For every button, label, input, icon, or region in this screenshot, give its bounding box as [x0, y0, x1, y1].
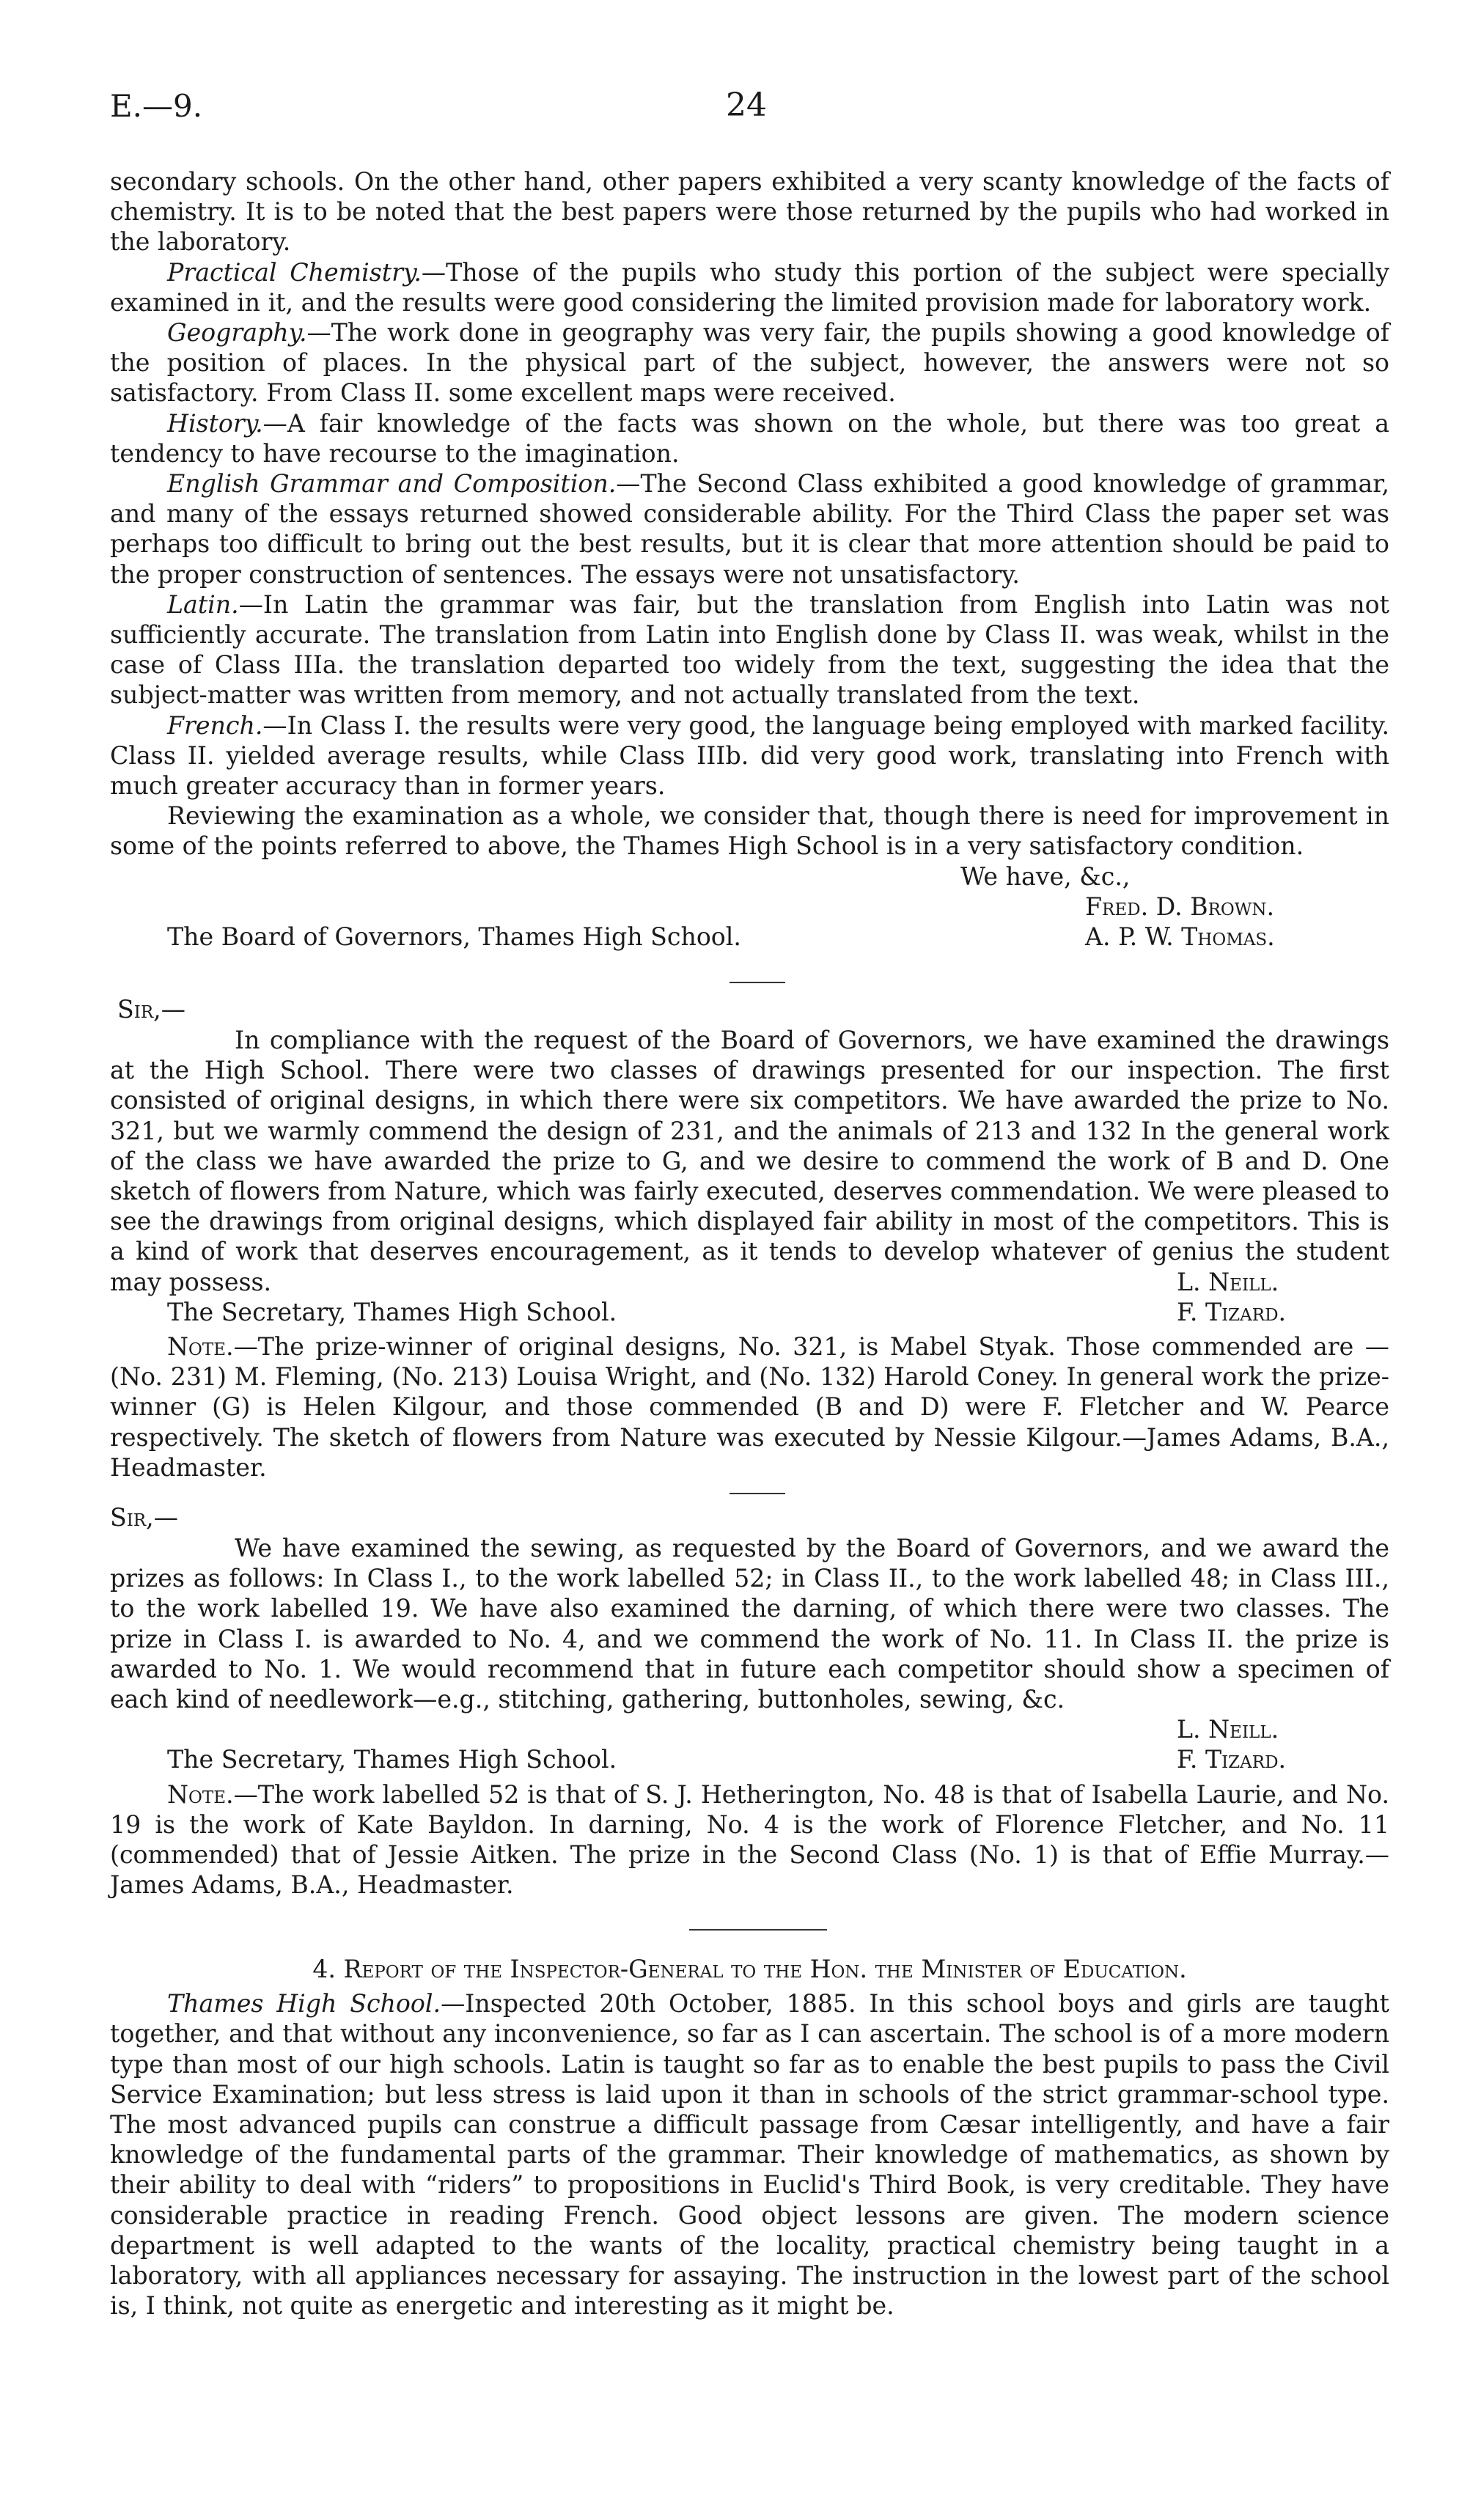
recipient-row [110, 922, 1389, 952]
note-label: Note. [167, 1779, 234, 1809]
page-number: 24 [726, 87, 767, 124]
separator-rule [730, 1493, 785, 1494]
signature: A. P. W. Thomas. [1085, 922, 1275, 952]
report-paragraph [110, 1988, 1389, 2321]
section-text: —In Class I. the results were very good, the language being employed with marked facility. Class II. yielded average results, while Class IIIb. did very good work, translating into French with much greater accuracy than in former years. [110, 710, 1389, 801]
signature: F. Tizard. [1177, 1297, 1287, 1326]
separator-rule [730, 982, 785, 983]
report-heading: 4. Report of the Inspector-General to the Hon. the Minister of Education. [312, 1955, 1187, 1983]
inspector-report [110, 1954, 1389, 2321]
report-lead-title: Thames High School. [167, 1989, 441, 2018]
reviewing-paragraph: Reviewing the examination as a whole, we consider that, though there is need for improvement in some of the points referred to above, the Thames High School is in a very satisfactory condition. [110, 801, 1389, 861]
report-text: —Inspected 20th October, 1885. In this school boys and girls are taught together, and that without any inconvenience, so far as I can ascertain. The school is of a more modern type than most of our high schools. Latin is taught so far as to enable the best pupils to pass the Civil Service Examination; but less stress is laid upon it than in schools of the strict grammar-school type. The most advanced pupils can construe a difficult passage from Cæsar intelligently, and have a fair knowledge of the fundamental parts of the grammar. Their knowledge of mathematics, as shown by their ability to deal with “riders” to propositions in Euclid's Third Book, is very creditable. They have considerable practice in reading French. Good object lessons are given. The modern science department is well adapted to the wants of the locality, practical chemistry being taught in a laboratory, with all appliances necessary for assaying. The instruction in the lowest part of the school is, I think, not quite as energetic and interesting as it might be. [110, 1989, 1389, 2321]
practical-chemistry-paragraph [110, 257, 1389, 317]
signature-row [110, 1714, 1389, 1744]
signature-row [110, 892, 1389, 922]
document-reference: E.—9. [110, 88, 203, 124]
section-title: History. [167, 408, 263, 438]
salutation: Sir,— [117, 995, 185, 1024]
section-title: Geography. [167, 318, 307, 348]
signature-row [110, 1267, 1389, 1297]
recipient-row [110, 1744, 1389, 1774]
note-paragraph [110, 1779, 1389, 1900]
section-text: —In Latin the grammar was fair, but the translation from English into Latin was not sufficiently accurate. The translation from Latin into English done by Class II. was weak, whilst in the case of Class IIIa. the translation departed too widely from the text, suggesting the idea that the subject-matter was written from memory, and not actually translated from the text. [110, 589, 1389, 710]
signature: F. Tizard. [1177, 1745, 1287, 1774]
recipient: The Board of Governors, Thames High School. [167, 922, 741, 952]
section-title: French. [167, 710, 263, 740]
history-paragraph [110, 408, 1389, 469]
letter-closing [110, 862, 1389, 892]
recipient-row [110, 1297, 1389, 1327]
note-paragraph [110, 1331, 1389, 1483]
section-text: —The work done in geography was very fair, the pupils showing a good knowledge of the position of places. In the physical part of the subject, however, the answers were not so satisfactory. From Class II. some excellent maps were received. [110, 318, 1389, 408]
note-text: —The prize-winner of original designs, No. 321, is Mabel Styak. Those commended are —(No. 231) M. Fleming, (No. 213) Louisa Wright, and (No. 132) Harold Coney. In general work the prize-winner (G) is Helen Kilgour, and those commended (B and D) were F. Fletcher and W. Pearce respectively. The sketch of flowers from Nature was executed by Nessie Kilgour.—James Adams, B.A., Headmaster. [110, 1332, 1389, 1482]
sewing-letter [110, 1533, 1389, 1900]
drawings-letter [110, 1025, 1389, 1483]
latin-paragraph [110, 589, 1389, 710]
letter-body: We have examined the sewing, as requested by the Board of Governors, and we award the prizes as follows: In Class I., to the work labelled 52; in Class II., to the work labelled 48; in Class III., to the work labelled 19. We have also examined the darning, of which there were two classes. The prize in Class I. is awarded to No. 4, and we commend the work of No. 11. In Class II. the prize is awarded to No. 1. We would recommend that in future each competitor should show a specimen of each kind of needlework—e.g., stitching, gathering, buttonholes, sewing, &c. [110, 1534, 1389, 1714]
section-text: —Those of the pupils who study this portion of the subject were specially examined in it, and the results were good considering the limited provision made for laboratory work. [110, 257, 1389, 317]
chemistry-paragraph: secondary schools. On the other hand, other papers exhibited a very scanty knowledge of the facts of chemistry. It is to be noted that the best papers were those returned by the pupils who had worked in the laboratory. [110, 167, 1389, 257]
signature: L. Neill. [1177, 1267, 1279, 1296]
note-text: —The work labelled 52 is that of S. J. Hetherington, No. 48 is that of Isabella Laurie, and No. 19 is the work of Kate Bayldon. In darning, No. 4 is the work of Florence Fletcher, and No. 11 (commended) that of Jessie Aitken. The prize in the Second Class (No. 1) is that of Effie Murray.—James Adams, B.A., Headmaster. [110, 1779, 1389, 1900]
examiners-report-block [110, 166, 1389, 952]
french-paragraph [110, 710, 1389, 801]
section-title: English Grammar and Composition. [167, 469, 617, 499]
signature: L. Neill. [1177, 1715, 1279, 1744]
geography-paragraph [110, 317, 1389, 408]
separator-rule [689, 1929, 827, 1931]
closing-greeting: We have, &c., [960, 862, 1131, 891]
signature: Fred. D. Brown. [1085, 892, 1275, 921]
section-text: —A fair knowledge of the facts was shown on the whole, but there was too great a tendency to have recourse to the imagination. [110, 408, 1389, 468]
note-label: Note. [167, 1332, 234, 1362]
section-title: Latin. [167, 589, 239, 619]
section-text: —The Second Class exhibited a good knowledge of grammar, and many of the essays returned showed considerable ability. For the Third Class the paper set was perhaps too difficult to bring out the best results, but it is clear that more attention should be paid to the proper construction of sentences. The essays were not unsatisfactory. [110, 469, 1390, 589]
letter-body: In compliance with the request of the Board of Governors, we have examined the drawings at the High School. There were two classes of drawings presented for our inspection. The first consisted of original designs, in which there were six competitors. We have awarded the prize to No. 321, but we warmly commend the design of 231, and the animals of 213 and 132 In the general work of the class we have awarded the prize to G, and we desire to commend the work of B and D. One sketch of flowers from Nature, which was fairly executed, deserves commendation. We were pleased to see the drawings from original designs, which displayed fair ability in most of the competitors. This is a kind of work that deserves encouragement, as it tends to develop whatever of genius the student may possess. [110, 1026, 1389, 1296]
salutation: Sir,— [110, 1503, 178, 1532]
recipient: The Secretary, Thames High School. [167, 1297, 617, 1326]
recipient: The Secretary, Thames High School. [167, 1745, 617, 1774]
english-paragraph [110, 469, 1389, 589]
section-title: Practical Chemistry. [167, 257, 422, 287]
